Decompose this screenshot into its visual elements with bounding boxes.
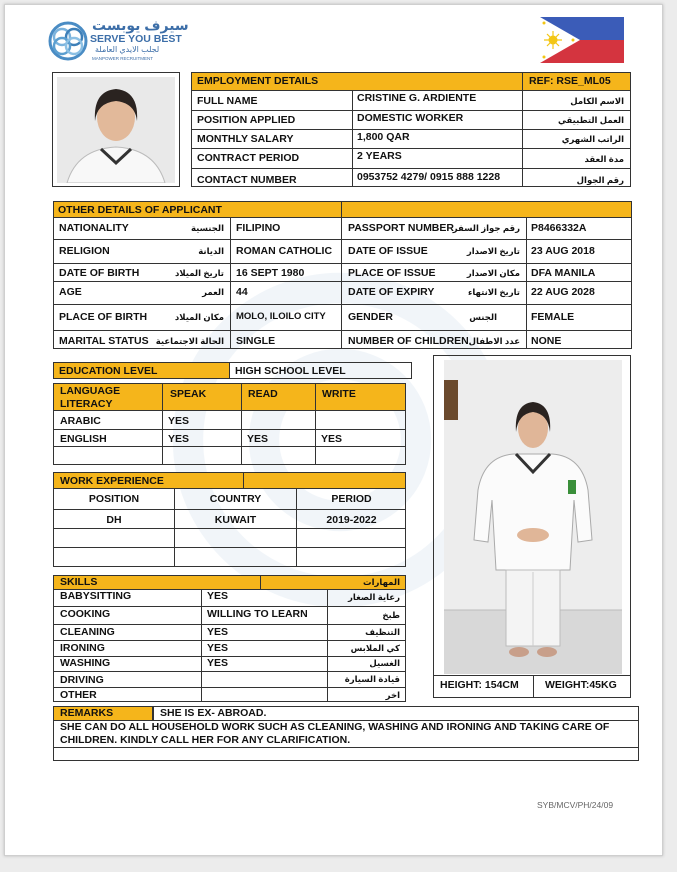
children-label: NUMBER OF CHILDREN (348, 335, 469, 347)
language-arabic: ARABIC (60, 415, 101, 427)
issue-date-label: DATE OF ISSUE (348, 245, 428, 257)
passport-value: P8466332A (531, 222, 587, 234)
work-col-country: COUNTRY (209, 493, 262, 505)
expiry-label: DATE OF EXPIRY (348, 286, 435, 298)
children-value: NONE (531, 335, 562, 347)
salary-ar: الراتب الشهري (561, 134, 624, 144)
contract-value: 2 YEARS (357, 150, 402, 162)
work-header-label: WORK EXPERIENCE (60, 475, 164, 487)
language-english-write: YES (321, 433, 343, 445)
education-value: HIGH SCHOOL LEVEL (235, 365, 346, 377)
logo-sub: MANPOWER RECRUITMENT (92, 56, 153, 61)
nationality-value: FILIPINO (236, 222, 281, 234)
pob-value: MOLO, ILOILO CITY (236, 311, 326, 322)
religion-value: ROMAN CATHOLIC (236, 245, 333, 257)
skill-ironing-ar: كي الملابس (350, 643, 400, 653)
skills-header (53, 575, 406, 590)
marital-value: SINGLE (236, 335, 276, 347)
height-value: HEIGHT: 154CM (440, 679, 519, 691)
marital-ar: الحالة الاجتماعية (155, 336, 224, 346)
logo-arabic: سيرف يوبست (92, 17, 189, 33)
remarks-line3: CHILDREN. KINDLY CALL HER FOR ANY CLARIFICATION. (60, 734, 351, 746)
remarks-line2: SHE CAN DO ALL HOUSEHOLD WORK SUCH AS CLEANING, WASHING AND IRONING AND TAKING CARE OF (60, 721, 610, 733)
dob-label: DATE OF BIRTH (59, 267, 140, 279)
language-col-literacy: LANGUAGE LITERACY (60, 385, 121, 410)
skills-header-ar: المهارات (363, 577, 400, 587)
issue-date-ar: تاريخ الاصدار (466, 246, 520, 256)
expiry-value: 22 AUG 2028 (531, 286, 595, 298)
expiry-ar: تاريخ الانتهاء (467, 287, 520, 297)
work-col-position: POSITION (88, 493, 140, 505)
skill-babysitting-ar: رعاية الصغار (348, 592, 400, 602)
contract-ar: مدة العقد (584, 154, 624, 164)
remarks-label: REMARKS (60, 707, 114, 719)
salary-value: 1,800 QAR (357, 131, 410, 143)
employment-header-label: EMPLOYMENT DETAILS (197, 75, 319, 87)
dob-value: 16 SEPT 1980 (236, 267, 305, 279)
full-name-value: CRISTINE G. ARDIENTE (357, 92, 477, 104)
applicant-photo-full (433, 355, 631, 698)
skill-washing-value: YES (207, 657, 229, 669)
skill-washing-ar: الغسيل (369, 658, 400, 668)
language-english: ENGLISH (60, 433, 107, 445)
nationality-label: NATIONALITY (59, 222, 129, 234)
salary-label: MONTHLY SALARY (197, 133, 294, 145)
contact-value: 0953752 4279/ 0915 888 1228 (357, 171, 501, 183)
contract-label: CONTRACT PERIOD (197, 152, 300, 164)
issue-date-value: 23 AUG 2018 (531, 245, 595, 257)
place-issue-label: PLACE OF ISSUE (348, 267, 436, 279)
skill-cooking-value: WILLING TO LEARN (207, 608, 308, 620)
logo-name: SERVE YOU BEST (90, 33, 182, 45)
passport-ar: رقم جواز السفر (452, 223, 520, 233)
place-issue-value: DFA MANILA (531, 267, 596, 279)
skill-cleaning-value: YES (207, 626, 229, 638)
work-col-period: PERIOD (331, 493, 372, 505)
position-value: DOMESTIC WORKER (357, 112, 464, 124)
position-label: POSITION APPLIED (197, 114, 296, 126)
contact-label: CONTACT NUMBER (197, 174, 297, 186)
marital-label: MARITAL STATUS (59, 335, 149, 347)
age-label: AGE (59, 286, 82, 298)
education-label: EDUCATION LEVEL (59, 365, 158, 377)
skills-header-label: SKILLS (60, 576, 98, 588)
skill-ironing: IRONING (60, 642, 105, 654)
skill-cooking-ar: طبخ (382, 610, 400, 620)
passport-label: PASSPORT NUMBER (348, 222, 454, 234)
gender-ar: الجنس (469, 312, 497, 322)
weight-value: WEIGHT:45KG (545, 679, 617, 691)
religion-ar: الديانة (198, 246, 224, 256)
gender-value: FEMALE (531, 311, 575, 323)
language-col-write: WRITE (322, 388, 356, 400)
gender-label: GENDER (348, 311, 393, 323)
skill-cooking: COOKING (60, 608, 111, 620)
footer-code: SYB/MCV/PH/24/09 (537, 800, 614, 810)
work-row-country: KUWAIT (214, 514, 257, 526)
company-logo-icon (47, 19, 89, 63)
logo-arabic-sub: لجلب الايدي العاملة (95, 45, 160, 54)
skill-babysitting: BABYSITTING (60, 590, 132, 602)
other-details-label: OTHER DETAILS OF APPLICANT (58, 204, 222, 216)
pob-ar: مكان الميلاد (174, 312, 224, 322)
age-ar: العمر (202, 287, 224, 297)
philippines-flag (540, 17, 624, 63)
skill-babysitting-value: YES (207, 590, 229, 602)
nationality-ar: الجنسية (191, 223, 224, 233)
work-row-position: DH (106, 514, 122, 526)
religion-label: RELIGION (59, 245, 110, 257)
skill-cleaning-ar: التنظيف (365, 627, 400, 637)
skill-driving-ar: قيادة السيارة (344, 674, 400, 684)
dob-ar: تاريخ الميلاد (174, 268, 224, 278)
language-arabic-speak: YES (168, 415, 190, 427)
skill-driving: DRIVING (60, 674, 104, 686)
skill-washing: WASHING (60, 657, 111, 669)
age-value: 44 (236, 286, 248, 298)
ref-number: REF: RSE_ML05 (529, 75, 611, 87)
language-english-read: YES (247, 433, 269, 445)
skill-cleaning: CLEANING (60, 626, 115, 638)
contact-ar: رقم الجوال (576, 175, 624, 185)
pob-label: PLACE OF BIRTH (59, 311, 148, 323)
full-name-ar: الاسم الكامل (570, 96, 624, 106)
remarks-line1: SHE IS EX- ABROAD. (160, 707, 267, 719)
applicant-photo-small (52, 72, 180, 187)
language-col-read: READ (248, 388, 278, 400)
language-english-speak: YES (168, 433, 190, 445)
position-ar: العمل التطبيقي (557, 115, 624, 125)
skill-other: OTHER (60, 689, 97, 701)
skill-other-ar: اخر (385, 690, 400, 700)
work-row-period: 2019-2022 (326, 514, 377, 526)
language-col-speak: SPEAK (170, 388, 207, 400)
place-issue-ar: مكان الاصدار (466, 268, 520, 278)
skill-ironing-value: YES (207, 642, 229, 654)
children-ar: عدد الاطفال (468, 336, 520, 346)
full-name-label: FULL NAME (197, 95, 258, 107)
